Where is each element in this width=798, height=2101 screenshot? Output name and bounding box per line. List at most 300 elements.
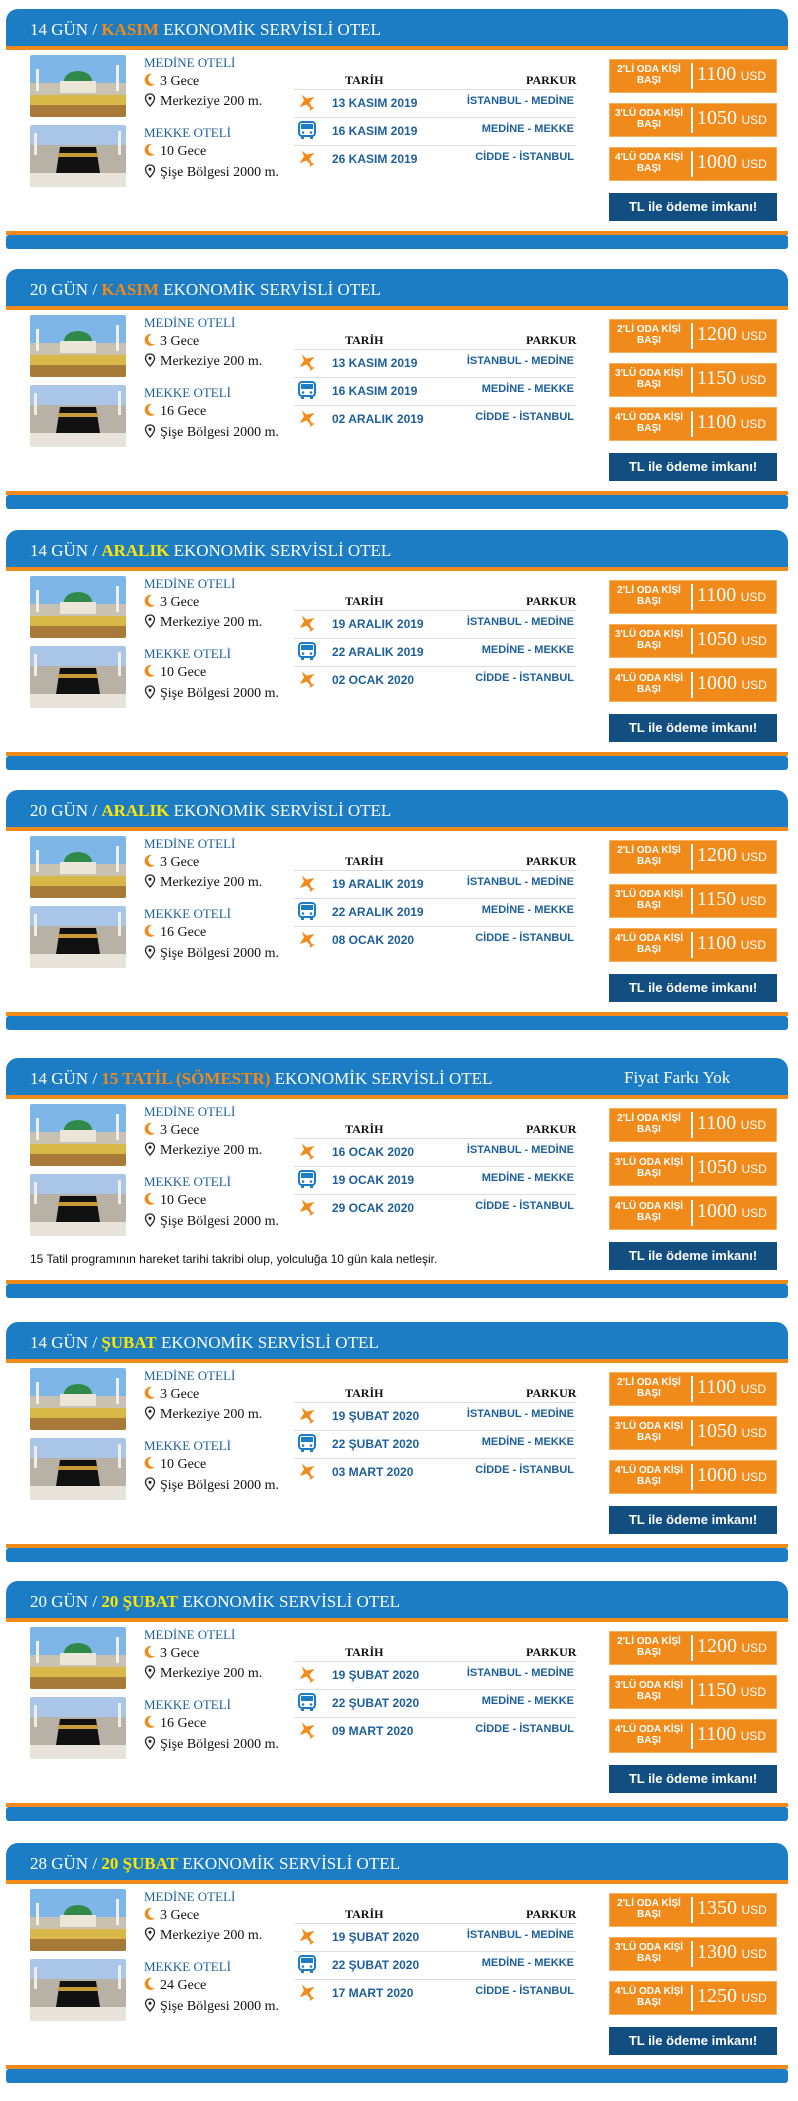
footer-band — [6, 235, 788, 249]
package-days: 14 GÜN / — [30, 20, 98, 39]
price-box — [609, 840, 777, 874]
tarih-header: TARİH — [345, 333, 384, 347]
medine-hotel-photo — [30, 1627, 126, 1689]
tl-payment-button[interactable]: TL ile ödeme imkanı! — [609, 1765, 777, 1793]
room-type-label: 4'LÜ ODA KİŞİ BAŞI — [614, 1724, 684, 1746]
schedule-row — [294, 1717, 576, 1743]
schedule-route: İSTANBUL - MEDİNE — [466, 1667, 574, 1679]
plane-icon — [296, 929, 318, 949]
medine-nights: 3 Gece — [144, 1907, 199, 1924]
package-type: EKONOMİK SERVİSLİ OTEL — [173, 541, 392, 560]
medine-distance: Merkeziye 200 m. — [144, 874, 262, 891]
plane-icon — [296, 1197, 318, 1217]
schedule-date: 03 MART 2020 — [332, 1465, 414, 1479]
package-title — [30, 541, 391, 561]
parkur-header: PARKUR — [526, 594, 577, 608]
price-value: 1150 USD — [697, 1679, 767, 1701]
schedule-row — [294, 349, 576, 375]
plane-icon — [296, 352, 318, 372]
footer-band — [6, 756, 788, 770]
schedule-date: 19 ŞUBAT 2020 — [332, 1930, 420, 1944]
price-box — [609, 624, 777, 658]
location-pin-icon — [144, 164, 156, 178]
medine-nights: 3 Gece — [144, 1386, 199, 1403]
price-value: 1050 USD — [697, 1420, 767, 1442]
plane-icon — [296, 408, 318, 428]
package-month: 20 ŞUBAT — [101, 1592, 178, 1611]
plane-icon — [296, 1926, 318, 1946]
price-value: 1150 USD — [697, 367, 767, 389]
room-type-label: 4'LÜ ODA KİŞİ BAŞI — [614, 1986, 684, 2008]
crescent-moon-icon — [144, 1456, 156, 1470]
medine-hotel-photo — [30, 576, 126, 638]
schedule-row — [294, 1138, 576, 1164]
schedule-date: 08 OCAK 2020 — [332, 933, 415, 947]
price-value: 1100 USD — [697, 1723, 767, 1745]
schedule-date: 16 KASIM 2019 — [332, 384, 418, 398]
plane-icon — [296, 148, 318, 168]
price-difference-note: Fiyat Farkı Yok — [624, 1068, 731, 1087]
crescent-moon-icon — [144, 664, 156, 678]
schedule-row — [294, 1166, 576, 1192]
mekke-hotel-photo — [30, 646, 126, 708]
room-type-label: 4'LÜ ODA KİŞİ BAŞI — [614, 152, 684, 174]
tl-payment-button[interactable]: TL ile ödeme imkanı! — [609, 1506, 777, 1534]
price-box — [609, 668, 777, 702]
package-month: ARALIK — [101, 541, 170, 560]
room-type-label: 4'LÜ ODA KİŞİ BAŞI — [614, 1201, 684, 1223]
package-month: ŞUBAT — [101, 1333, 157, 1352]
medine-hotel-photo — [30, 1889, 126, 1951]
schedule-row — [294, 638, 576, 664]
price-value: 1100 USD — [697, 584, 767, 606]
parkur-header: PARKUR — [526, 1645, 577, 1659]
price-box — [609, 1416, 777, 1450]
mekke-hotel-name: MEKKE OTELİ — [144, 385, 232, 400]
medine-nights: 3 Gece — [144, 854, 199, 871]
schedule-row — [294, 666, 576, 692]
medine-hotel-photo — [30, 1368, 126, 1430]
mekke-distance: Şişe Bölgesi 2000 m. — [144, 164, 279, 181]
parkur-header: PARKUR — [526, 854, 577, 868]
medine-distance: Merkeziye 200 m. — [144, 1142, 262, 1159]
medine-hotel-name: MEDİNE OTELİ — [144, 836, 236, 851]
schedule-route: İSTANBUL - MEDİNE — [466, 1144, 574, 1156]
schedule-route: CİDDE - İSTANBUL — [475, 1985, 574, 1997]
package-card — [6, 1843, 788, 2101]
mekke-hotel-photo — [30, 1697, 126, 1759]
package-title — [30, 1333, 379, 1353]
crescent-moon-icon — [144, 594, 156, 608]
mekke-hotel-name: MEKKE OTELİ — [144, 125, 232, 140]
room-type-label: 4'LÜ ODA KİŞİ BAŞI — [614, 933, 684, 955]
schedule-route: CİDDE - İSTANBUL — [475, 1464, 574, 1476]
crescent-moon-icon — [144, 1122, 156, 1136]
price-value: 1200 USD — [697, 323, 767, 345]
mekke-hotel-photo — [30, 1174, 126, 1236]
package-days: 20 GÜN / — [30, 280, 98, 299]
location-pin-icon — [144, 1142, 156, 1156]
schedule-route: İSTANBUL - MEDİNE — [466, 876, 574, 888]
mekke-nights: 10 Gece — [144, 1192, 206, 1209]
schedule-route: MEDİNE - MEKKE — [481, 123, 574, 135]
mekke-hotel-photo — [30, 906, 126, 968]
package-header — [6, 790, 788, 830]
price-box — [609, 1719, 777, 1753]
medine-hotel-name: MEDİNE OTELİ — [144, 1368, 236, 1383]
medine-hotel-photo — [30, 836, 126, 898]
medine-hotel-name: MEDİNE OTELİ — [144, 55, 236, 70]
crescent-moon-icon — [144, 1192, 156, 1206]
mekke-distance: Şişe Bölgesi 2000 m. — [144, 1998, 279, 2015]
schedule-date: 17 MART 2020 — [332, 1986, 414, 2000]
package-type: EKONOMİK SERVİSLİ OTEL — [161, 1333, 379, 1352]
medine-hotel-photo — [30, 315, 126, 377]
package-type: EKONOMİK SERVİSLİ OTEL — [163, 20, 381, 39]
schedule-row — [294, 1194, 576, 1220]
price-box — [609, 1675, 777, 1709]
parkur-header: PARKUR — [526, 1386, 577, 1400]
room-type-label: 3'LÜ ODA KİŞİ BAŞI — [614, 108, 684, 130]
crescent-moon-icon — [144, 924, 156, 938]
schedule-route: İSTANBUL - MEDİNE — [466, 616, 574, 628]
mekke-distance: Şişe Bölgesi 2000 m. — [144, 1213, 279, 1230]
price-value: 1100 USD — [697, 411, 767, 433]
mekke-hotel-name: MEKKE OTELİ — [144, 1697, 232, 1712]
location-pin-icon — [144, 1998, 156, 2012]
price-box — [609, 884, 777, 918]
medine-nights: 3 Gece — [144, 1122, 199, 1139]
schedule-route: CİDDE - İSTANBUL — [475, 672, 574, 684]
schedule-row — [294, 1661, 576, 1687]
schedule-date: 22 ŞUBAT 2020 — [332, 1696, 420, 1710]
mekke-hotel-photo — [30, 385, 126, 447]
crescent-moon-icon — [144, 403, 156, 417]
header-stripe — [6, 46, 788, 50]
bus-icon — [296, 1692, 318, 1712]
schedule-route: MEDİNE - MEKKE — [481, 1957, 574, 1969]
price-box — [609, 1937, 777, 1971]
schedule-route: MEDİNE - MEKKE — [481, 1695, 574, 1707]
schedule-date: 16 OCAK 2020 — [332, 1145, 415, 1159]
plane-icon — [296, 1405, 318, 1425]
program-note: 15 Tatil programının hareket tarihi takribi olup, yolculuğa 10 gün kala netleşir. — [30, 1252, 438, 1266]
schedule-date: 13 KASIM 2019 — [332, 356, 418, 370]
room-type-label: 2'Lİ ODA KİŞİ BAŞI — [617, 324, 681, 346]
crescent-moon-icon — [144, 854, 156, 868]
schedule-date: 19 OCAK 2019 — [332, 1173, 415, 1187]
tl-payment-button[interactable]: TL ile ödeme imkanı! — [609, 2027, 777, 2055]
package-card — [6, 1322, 788, 1580]
price-value: 1150 USD — [697, 888, 767, 910]
crescent-moon-icon — [144, 1645, 156, 1659]
schedule-date: 26 KASIM 2019 — [332, 152, 418, 166]
price-box — [609, 59, 777, 93]
schedule-date: 22 ŞUBAT 2020 — [332, 1437, 420, 1451]
price-value: 1000 USD — [697, 151, 767, 173]
footer-band — [6, 2069, 788, 2083]
price-box — [609, 407, 777, 441]
footer-band — [6, 1016, 788, 1030]
location-pin-icon — [144, 614, 156, 628]
plane-icon — [296, 1664, 318, 1684]
price-box — [609, 363, 777, 397]
bus-icon — [296, 641, 318, 661]
schedule-route: MEDİNE - MEKKE — [481, 904, 574, 916]
plane-icon — [296, 669, 318, 689]
tl-payment-button[interactable]: TL ile ödeme imkanı! — [609, 974, 777, 1002]
header-stripe — [6, 567, 788, 571]
package-type: EKONOMİK SERVİSLİ OTEL — [274, 1069, 493, 1088]
location-pin-icon — [144, 1406, 156, 1420]
bus-icon — [296, 1433, 318, 1453]
room-type-label: 2'Lİ ODA KİŞİ BAŞI — [617, 845, 681, 867]
crescent-moon-icon — [144, 1386, 156, 1400]
medine-hotel-name: MEDİNE OTELİ — [144, 1627, 236, 1642]
schedule-row — [294, 898, 576, 924]
schedule-date: 22 ARALIK 2019 — [332, 905, 424, 919]
medine-nights: 3 Gece — [144, 333, 199, 350]
package-days: 14 GÜN / — [30, 541, 98, 560]
package-header — [6, 9, 788, 49]
price-value: 1000 USD — [697, 1464, 767, 1486]
package-header — [6, 530, 788, 570]
mekke-hotel-name: MEKKE OTELİ — [144, 646, 232, 661]
package-title — [30, 1854, 400, 1874]
package-title — [30, 280, 381, 300]
schedule-route: CİDDE - İSTANBUL — [475, 1200, 574, 1212]
schedule-date: 02 ARALIK 2019 — [332, 412, 424, 426]
crescent-moon-icon — [144, 143, 156, 157]
plane-icon — [296, 1141, 318, 1161]
package-card — [6, 1058, 788, 1316]
schedule-route: MEDİNE - MEKKE — [481, 1172, 574, 1184]
package-card — [6, 1581, 788, 1839]
mekke-nights: 10 Gece — [144, 664, 206, 681]
mekke-distance: Şişe Bölgesi 2000 m. — [144, 685, 279, 702]
package-days: 14 GÜN / — [30, 1333, 98, 1352]
parkur-header: PARKUR — [526, 73, 577, 87]
room-type-label: 2'Lİ ODA KİŞİ BAŞI — [617, 64, 681, 86]
footer-band — [6, 1284, 788, 1298]
mekke-hotel-photo — [30, 1438, 126, 1500]
price-box — [609, 1981, 777, 2015]
crescent-moon-icon — [144, 1977, 156, 1991]
location-pin-icon — [144, 1927, 156, 1941]
medine-hotel-photo — [30, 1104, 126, 1166]
package-title — [30, 1069, 492, 1089]
bus-icon — [296, 1954, 318, 1974]
price-value: 1300 USD — [697, 1941, 767, 1963]
bus-icon — [296, 120, 318, 140]
price-box — [609, 928, 777, 962]
plane-icon — [296, 1720, 318, 1740]
location-pin-icon — [144, 1213, 156, 1227]
schedule-route: CİDDE - İSTANBUL — [475, 932, 574, 944]
mekke-distance: Şişe Bölgesi 2000 m. — [144, 945, 279, 962]
room-type-label: 3'LÜ ODA KİŞİ BAŞI — [614, 1680, 684, 1702]
schedule-date: 22 ŞUBAT 2020 — [332, 1958, 420, 1972]
package-type: EKONOMİK SERVİSLİ OTEL — [182, 1854, 400, 1873]
tl-payment-button[interactable]: TL ile ödeme imkanı! — [609, 193, 777, 221]
plane-icon — [296, 873, 318, 893]
mekke-nights: 24 Gece — [144, 1977, 206, 1994]
medine-hotel-name: MEDİNE OTELİ — [144, 315, 236, 330]
package-month: 20 ŞUBAT — [101, 1854, 178, 1873]
package-type: EKONOMİK SERVİSLİ OTEL — [173, 801, 392, 820]
mekke-nights: 10 Gece — [144, 1456, 206, 1473]
schedule-row — [294, 377, 576, 403]
package-month: KASIM — [101, 20, 159, 39]
schedule-date: 19 ARALIK 2019 — [332, 617, 424, 631]
medine-hotel-photo — [30, 55, 126, 117]
package-month: KASIM — [101, 280, 159, 299]
medine-nights: 3 Gece — [144, 1645, 199, 1662]
schedule-date: 19 ARALIK 2019 — [332, 877, 424, 891]
tarih-header: TARİH — [345, 73, 384, 87]
schedule-row — [294, 1458, 576, 1484]
price-value: 1100 USD — [697, 932, 767, 954]
tarih-header: TARİH — [345, 594, 384, 608]
location-pin-icon — [144, 1477, 156, 1491]
location-pin-icon — [144, 424, 156, 438]
schedule-route: İSTANBUL - MEDİNE — [466, 1408, 574, 1420]
location-pin-icon — [144, 93, 156, 107]
room-type-label: 2'Lİ ODA KİŞİ BAŞI — [617, 1377, 681, 1399]
mekke-distance: Şişe Bölgesi 2000 m. — [144, 1477, 279, 1494]
location-pin-icon — [144, 353, 156, 367]
package-type: EKONOMİK SERVİSLİ OTEL — [163, 280, 381, 299]
package-header — [6, 1581, 788, 1621]
schedule-row — [294, 1689, 576, 1715]
price-value: 1100 USD — [697, 1376, 767, 1398]
schedule-route: MEDİNE - MEKKE — [481, 644, 574, 656]
schedule-date: 16 KASIM 2019 — [332, 124, 418, 138]
price-box — [609, 1108, 777, 1142]
package-card — [6, 269, 788, 527]
header-stripe — [6, 1359, 788, 1363]
medine-hotel-name: MEDİNE OTELİ — [144, 1889, 236, 1904]
mekke-distance: Şişe Bölgesi 2000 m. — [144, 424, 279, 441]
price-value: 1000 USD — [697, 1200, 767, 1222]
mekke-hotel-name: MEKKE OTELİ — [144, 1174, 232, 1189]
header-stripe — [6, 1095, 788, 1099]
schedule-date: 19 ŞUBAT 2020 — [332, 1409, 420, 1423]
schedule-date: 09 MART 2020 — [332, 1724, 414, 1738]
schedule-row — [294, 1430, 576, 1456]
medine-distance: Merkeziye 200 m. — [144, 353, 262, 370]
schedule-row — [294, 145, 576, 171]
plane-icon — [296, 613, 318, 633]
schedule-row — [294, 926, 576, 952]
tl-payment-button[interactable]: TL ile ödeme imkanı! — [609, 1242, 777, 1270]
schedule-route: MEDİNE - MEKKE — [481, 1436, 574, 1448]
schedule-route: CİDDE - İSTANBUL — [475, 1723, 574, 1735]
footer-band — [6, 1807, 788, 1821]
price-value: 1100 USD — [697, 1112, 767, 1134]
header-stripe — [6, 306, 788, 310]
tarih-header: TARİH — [345, 1645, 384, 1659]
package-month: 15 TATİL (SÖMESTR) — [101, 1069, 271, 1088]
price-value: 1200 USD — [697, 1635, 767, 1657]
package-type: EKONOMİK SERVİSLİ OTEL — [182, 1592, 400, 1611]
package-days: 20 GÜN / — [30, 801, 98, 820]
schedule-row — [294, 1951, 576, 1977]
crescent-moon-icon — [144, 1715, 156, 1729]
medine-distance: Merkeziye 200 m. — [144, 1665, 262, 1682]
price-box — [609, 1196, 777, 1230]
plane-icon — [296, 1982, 318, 2002]
price-box — [609, 103, 777, 137]
schedule-route: CİDDE - İSTANBUL — [475, 151, 574, 163]
tl-payment-button[interactable]: TL ile ödeme imkanı! — [609, 714, 777, 742]
price-box — [609, 580, 777, 614]
mekke-nights: 16 Gece — [144, 924, 206, 941]
price-value: 1350 USD — [697, 1897, 767, 1919]
schedule-row — [294, 1402, 576, 1428]
header-stripe — [6, 1618, 788, 1622]
price-box — [609, 1152, 777, 1186]
price-box — [609, 1460, 777, 1494]
mekke-hotel-name: MEKKE OTELİ — [144, 1959, 232, 1974]
package-card — [6, 790, 788, 1048]
schedule-route: İSTANBUL - MEDİNE — [466, 1929, 574, 1941]
location-pin-icon — [144, 1665, 156, 1679]
plane-icon — [296, 92, 318, 112]
schedule-row — [294, 117, 576, 143]
tarih-header: TARİH — [345, 1122, 384, 1136]
mekke-distance: Şişe Bölgesi 2000 m. — [144, 1736, 279, 1753]
bus-icon — [296, 380, 318, 400]
package-title — [30, 801, 391, 821]
footer-band — [6, 495, 788, 509]
room-type-label: 3'LÜ ODA KİŞİ BAŞI — [614, 889, 684, 911]
plane-icon — [296, 1461, 318, 1481]
package-header — [6, 269, 788, 309]
package-title — [30, 1592, 400, 1612]
room-type-label: 2'Lİ ODA KİŞİ BAŞI — [617, 1636, 681, 1658]
footer-band — [6, 1548, 788, 1562]
crescent-moon-icon — [144, 333, 156, 347]
package-header — [6, 1322, 788, 1362]
price-value: 1050 USD — [697, 628, 767, 650]
schedule-row — [294, 1979, 576, 2005]
tl-payment-button[interactable]: TL ile ödeme imkanı! — [609, 453, 777, 481]
package-days: 20 GÜN / — [30, 1592, 98, 1611]
location-pin-icon — [144, 945, 156, 959]
price-box — [609, 319, 777, 353]
price-value: 1000 USD — [697, 672, 767, 694]
room-type-label: 3'LÜ ODA KİŞİ BAŞI — [614, 1421, 684, 1443]
schedule-row — [294, 89, 576, 115]
room-type-label: 3'LÜ ODA KİŞİ BAŞI — [614, 368, 684, 390]
package-month: ARALIK — [101, 801, 170, 820]
medine-nights: 3 Gece — [144, 594, 199, 611]
tarih-header: TARİH — [345, 1386, 384, 1400]
parkur-header: PARKUR — [526, 1122, 577, 1136]
mekke-hotel-photo — [30, 1959, 126, 2021]
parkur-header: PARKUR — [526, 1907, 577, 1921]
schedule-date: 22 ARALIK 2019 — [332, 645, 424, 659]
price-box — [609, 147, 777, 181]
room-type-label: 2'Lİ ODA KİŞİ BAŞI — [617, 585, 681, 607]
crescent-moon-icon — [144, 73, 156, 87]
room-type-label: 3'LÜ ODA KİŞİ BAŞI — [614, 1942, 684, 1964]
mekke-hotel-photo — [30, 125, 126, 187]
schedule-row — [294, 610, 576, 636]
mekke-hotel-name: MEKKE OTELİ — [144, 906, 232, 921]
mekke-nights: 16 Gece — [144, 403, 206, 420]
